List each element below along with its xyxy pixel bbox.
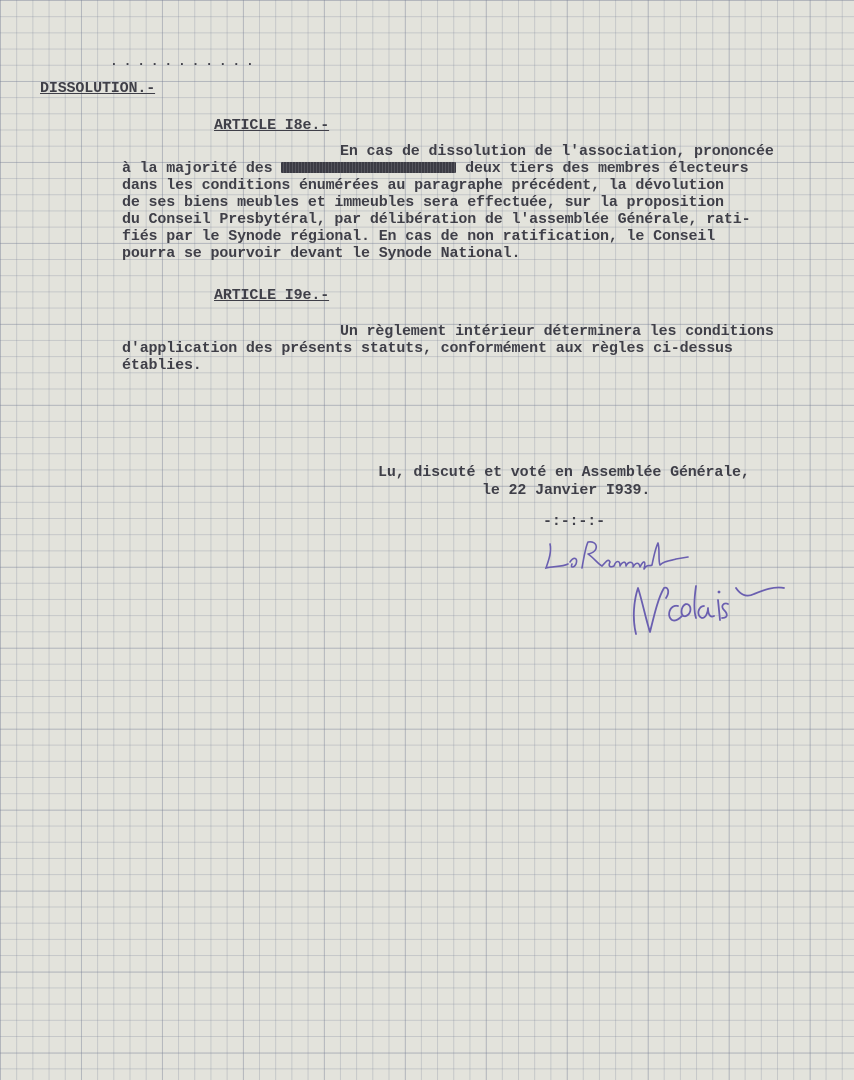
article-19-line-2: d'application des présents statuts, conformément aux règles ci-dessus bbox=[122, 340, 733, 357]
article-18-line-6: fiés par le Synode régional. En cas de non ratification, le Conseil bbox=[122, 228, 716, 245]
article-18-line-2-start: à la majorité des bbox=[122, 160, 282, 177]
article-18-line-5: du Conseil Presbytéral, par délibération de l'assemblée Générale, rati- bbox=[122, 211, 751, 228]
closing-line-1: Lu, discuté et voté en Assemblée Générale, bbox=[378, 464, 750, 481]
article-18-line-3: dans les conditions énumérées au paragraphe précédent, la dévolution bbox=[122, 177, 724, 194]
section-title: DISSOLUTION.- bbox=[40, 80, 156, 97]
closing-separator: -:-:-:- bbox=[543, 513, 605, 530]
article-18-line-1: En cas de dissolution de l'association, prononcée bbox=[340, 143, 774, 160]
article-19-line-3: établies. bbox=[122, 357, 202, 374]
article-19-line-1: Un règlement intérieur déterminera les conditions bbox=[340, 323, 774, 340]
article-18-line-2-end: deux tiers des membres électeurs bbox=[456, 160, 749, 177]
closing-date: le 22 Janvier I939. bbox=[482, 482, 651, 499]
article-18-line-2 bbox=[122, 160, 748, 177]
article-18-line-7: pourra se pourvoir devant le Synode National. bbox=[122, 245, 521, 262]
president-signature bbox=[624, 578, 794, 644]
article-19-heading: ARTICLE I9e.- bbox=[214, 287, 330, 304]
article-18-heading: ARTICLE I8e.- bbox=[214, 117, 330, 134]
struck-out-text bbox=[281, 162, 456, 173]
header-dots: . . . . . . . . . . . bbox=[110, 54, 253, 69]
article-18-line-4: de ses biens meubles et immeubles sera effectuée, sur la proposition bbox=[122, 194, 724, 211]
president-title-handwriting bbox=[540, 540, 700, 580]
